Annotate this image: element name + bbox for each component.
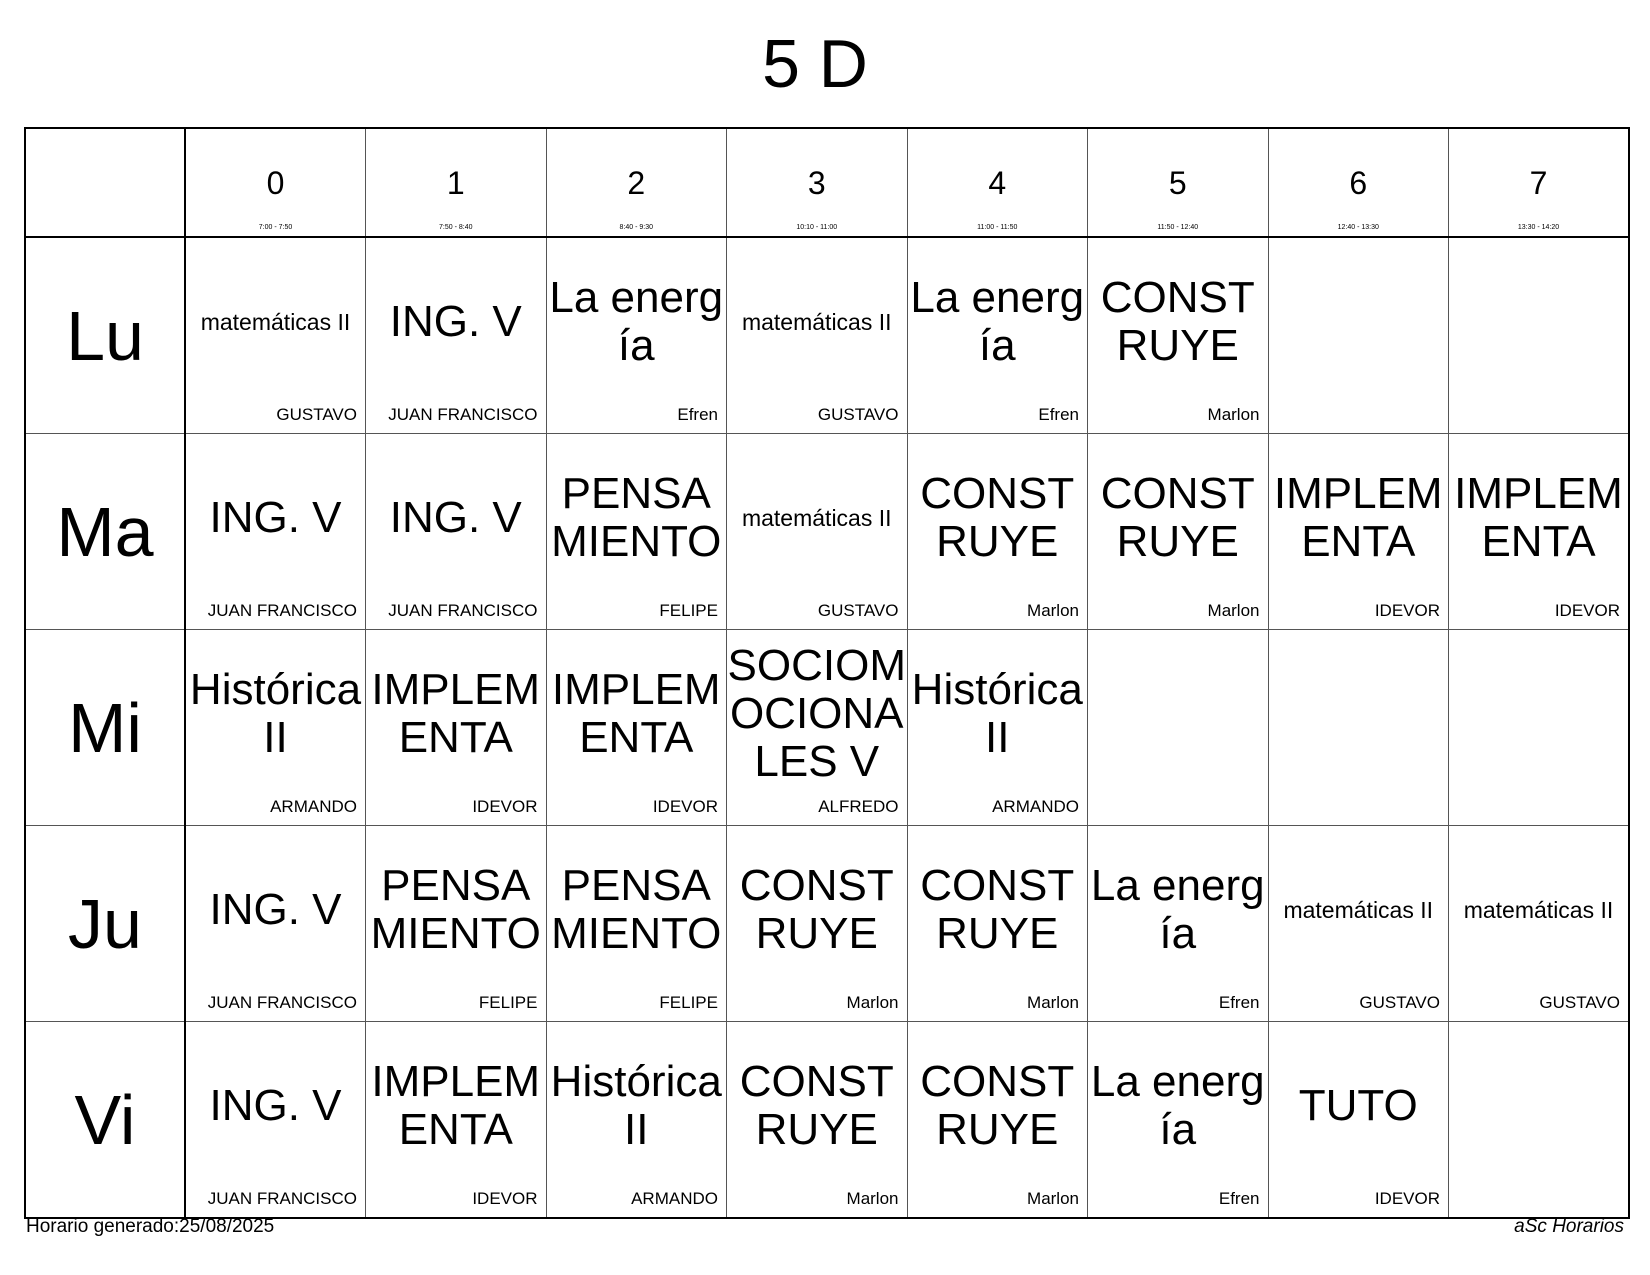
period-header-cell — [907, 128, 1088, 237]
lesson-subject-box — [547, 1022, 727, 1189]
lesson-subject-box — [547, 630, 727, 797]
lesson-cell — [546, 826, 727, 1022]
lesson-cell — [366, 630, 547, 826]
lesson-cell — [727, 237, 908, 434]
lesson-subject: La energía — [1090, 860, 1265, 958]
lesson-subject: SOCIOMOCIONALES V — [727, 640, 906, 786]
lesson-teacher: JUAN FRANCISCO — [207, 1189, 357, 1208]
lesson-cell — [727, 1022, 908, 1219]
lesson-teacher: ARMANDO — [992, 797, 1079, 816]
lesson-subject: ING. V — [389, 296, 522, 346]
lesson-teacher: JUAN FRANCISCO — [207, 993, 357, 1012]
period-time: 12:40 - 13:30 — [1337, 224, 1379, 231]
empty-lesson-cell — [1449, 237, 1630, 434]
lesson-subject-box — [727, 238, 907, 405]
lesson-cell — [1268, 434, 1449, 630]
lesson-teacher: GUSTAVO — [1539, 993, 1620, 1012]
empty-lesson-cell — [1268, 237, 1449, 434]
lesson-subject: IMPLEMENTA — [551, 664, 721, 762]
lesson-subject-box — [186, 238, 365, 405]
period-time: 11:00 - 11:50 — [977, 224, 1018, 231]
lesson-cell — [366, 826, 547, 1022]
day-label: Lu — [25, 237, 185, 434]
lesson-subject-box — [1269, 434, 1449, 601]
lesson-subject: matemáticas II — [1463, 896, 1614, 923]
lesson-cell — [907, 434, 1088, 630]
lesson-subject-box — [1088, 826, 1268, 993]
lesson-subject: CONSTRUYE — [739, 860, 894, 958]
lesson-subject: PENSAMIENTO — [551, 860, 722, 958]
day-row — [25, 237, 1629, 434]
lesson-cell — [727, 434, 908, 630]
lesson-subject: Histórica II — [550, 1056, 722, 1154]
generated-date: Horario generado:25/08/2025 — [26, 1216, 275, 1237]
lesson-subject-box — [908, 434, 1088, 601]
day-row — [25, 826, 1629, 1022]
lesson-cell — [1088, 826, 1269, 1022]
lesson-subject-box — [366, 1022, 546, 1189]
day-label: Vi — [25, 1022, 185, 1219]
lesson-subject-box — [727, 434, 907, 601]
lesson-subject: CONSTRUYE — [920, 1056, 1075, 1154]
lesson-teacher: GUSTAVO — [1359, 993, 1440, 1012]
lesson-subject: IMPLEMENTA — [371, 1056, 541, 1154]
period-header-cell — [1268, 128, 1449, 237]
lesson-teacher: ARMANDO — [270, 797, 357, 816]
timetable-title: 5 D — [762, 26, 868, 102]
lesson-subject-box — [186, 826, 365, 993]
period-header-cell — [1449, 128, 1630, 237]
lesson-cell — [546, 237, 727, 434]
lesson-subject-box — [366, 630, 546, 797]
lesson-subject-box — [547, 826, 727, 993]
lesson-teacher: Marlon — [846, 993, 899, 1012]
period-time: 13:30 - 14:20 — [1517, 224, 1560, 231]
period-number: 6 — [1349, 165, 1368, 201]
lesson-cell — [1449, 434, 1630, 630]
lesson-teacher: Marlon — [1207, 405, 1260, 424]
lesson-cell — [185, 434, 366, 630]
lesson-cell — [727, 826, 908, 1022]
lesson-cell — [366, 237, 547, 434]
lesson-subject: CONSTRUYE — [920, 860, 1075, 958]
period-header-row — [25, 128, 1629, 237]
lesson-teacher: Marlon — [1027, 601, 1079, 620]
empty-lesson-cell — [1268, 630, 1449, 826]
lesson-subject-box — [908, 238, 1088, 405]
brand-label: aSc Horarios — [1514, 1216, 1624, 1237]
period-number: 2 — [627, 165, 646, 201]
empty-lesson-cell — [1449, 630, 1630, 826]
lesson-teacher: ALFREDO — [818, 797, 899, 816]
period-time: 8:40 - 9:30 — [619, 224, 653, 231]
lesson-subject-box — [727, 826, 907, 993]
lesson-subject-box — [366, 434, 546, 601]
lesson-cell — [1088, 1022, 1269, 1219]
lesson-subject-box — [366, 826, 546, 993]
lesson-teacher: GUSTAVO — [276, 405, 357, 424]
period-number: 5 — [1168, 165, 1187, 201]
lesson-teacher: IDEVOR — [1374, 1189, 1440, 1208]
period-time: 10:10 - 11:00 — [796, 224, 838, 231]
lesson-subject: ING. V — [209, 884, 342, 934]
lesson-subject: CONSTRUYE — [1100, 272, 1255, 370]
lesson-teacher: JUAN FRANCISCO — [207, 601, 357, 620]
lesson-teacher: Efren — [1218, 1189, 1260, 1208]
lesson-cell — [907, 826, 1088, 1022]
lesson-cell — [907, 237, 1088, 434]
day-row — [25, 630, 1629, 826]
lesson-cell — [1268, 1022, 1449, 1219]
lesson-subject: IMPLEMENTA — [371, 664, 541, 762]
lesson-subject-box — [547, 434, 727, 601]
period-time: 11:50 - 12:40 — [1157, 224, 1199, 231]
period-header-cell — [546, 128, 727, 237]
lesson-cell — [366, 1022, 547, 1219]
period-number: 3 — [807, 165, 826, 201]
lesson-teacher: Marlon — [846, 1189, 899, 1208]
day-row — [25, 1022, 1629, 1219]
lesson-subject: matemáticas II — [1283, 896, 1434, 923]
lesson-cell — [1449, 826, 1630, 1022]
lesson-teacher: Efren — [677, 405, 718, 424]
lesson-cell — [546, 630, 727, 826]
header-corner-cell — [25, 128, 185, 237]
lesson-subject-box — [727, 630, 907, 797]
day-label: Ju — [25, 826, 185, 1022]
lesson-cell — [907, 1022, 1088, 1219]
period-header-cell — [727, 128, 908, 237]
lesson-subject-box — [186, 434, 365, 601]
lesson-teacher: Efren — [1038, 405, 1079, 424]
lesson-cell — [1268, 826, 1449, 1022]
lesson-subject-box — [1269, 826, 1449, 993]
lesson-cell — [1088, 434, 1269, 630]
lesson-teacher: FELIPE — [478, 993, 538, 1012]
lesson-subject-box — [366, 238, 546, 405]
lesson-teacher: GUSTAVO — [817, 405, 899, 424]
lesson-subject: La energía — [910, 272, 1085, 370]
lesson-subject: ING. V — [209, 1080, 342, 1130]
lesson-teacher: FELIPE — [659, 993, 718, 1012]
lesson-subject: La energía — [1090, 1056, 1265, 1154]
lesson-cell — [185, 1022, 366, 1219]
lesson-cell — [185, 630, 366, 826]
period-header-cell — [366, 128, 547, 237]
lesson-subject: IMPLEMENTA — [1454, 468, 1623, 566]
lesson-teacher: JUAN FRANCISCO — [388, 601, 538, 620]
lesson-teacher: GUSTAVO — [817, 601, 899, 620]
period-number: 7 — [1529, 165, 1548, 201]
lesson-cell — [185, 237, 366, 434]
lesson-subject-box — [1088, 1022, 1268, 1189]
lesson-cell — [1088, 237, 1269, 434]
lesson-subject: matemáticas II — [741, 504, 892, 531]
lesson-subject-box — [186, 630, 365, 797]
lesson-subject-box — [908, 1022, 1088, 1189]
lesson-subject: ING. V — [389, 492, 522, 542]
lesson-teacher: Marlon — [1027, 993, 1079, 1012]
lesson-subject-box — [908, 826, 1088, 993]
period-time: 7:00 - 7:50 — [258, 224, 293, 231]
lesson-subject: Histórica II — [189, 664, 362, 762]
lesson-teacher: Marlon — [1207, 601, 1260, 620]
lesson-subject: CONSTRUYE — [920, 468, 1075, 566]
lesson-subject: CONSTRUYE — [739, 1056, 894, 1154]
lesson-cell — [546, 434, 727, 630]
lesson-subject-box — [186, 1022, 365, 1189]
period-number: 4 — [988, 165, 1007, 201]
lesson-teacher: FELIPE — [659, 601, 718, 620]
lesson-subject-box — [1088, 434, 1268, 601]
empty-lesson-cell — [1088, 630, 1269, 826]
lesson-subject: La energía — [549, 272, 724, 370]
lesson-cell — [546, 1022, 727, 1219]
day-row — [25, 434, 1629, 630]
period-header-cell — [185, 128, 366, 237]
timetable-grid — [24, 127, 1630, 1219]
period-header-cell — [1088, 128, 1269, 237]
lesson-subject: ING. V — [209, 492, 342, 542]
lesson-subject: PENSAMIENTO — [370, 860, 541, 958]
lesson-subject: CONSTRUYE — [1100, 468, 1255, 566]
lesson-teacher: IDEVOR — [1374, 601, 1440, 620]
lesson-subject: Histórica II — [911, 664, 1083, 762]
lesson-cell — [366, 434, 547, 630]
period-number: 0 — [266, 165, 285, 201]
lesson-teacher: IDEVOR — [1554, 601, 1620, 620]
lesson-subject: TUTO — [1298, 1080, 1418, 1130]
lesson-subject-box — [727, 1022, 907, 1189]
lesson-teacher: IDEVOR — [472, 1189, 538, 1208]
lesson-subject-box — [547, 238, 727, 405]
lesson-subject-box — [1269, 1022, 1449, 1189]
day-label: Ma — [25, 434, 185, 630]
day-label: Mi — [25, 630, 185, 826]
lesson-subject-box — [1449, 434, 1628, 601]
lesson-cell — [907, 630, 1088, 826]
lesson-subject-box — [908, 630, 1088, 797]
lesson-subject: matemáticas II — [741, 308, 892, 335]
lesson-teacher: ARMANDO — [631, 1189, 718, 1208]
lesson-subject: IMPLEMENTA — [1273, 468, 1443, 566]
empty-lesson-cell — [1449, 1022, 1630, 1219]
lesson-subject-box — [1449, 826, 1628, 993]
lesson-cell — [185, 826, 366, 1022]
lesson-subject-box — [1088, 238, 1268, 405]
lesson-cell — [727, 630, 908, 826]
period-time: 7:50 - 8:40 — [439, 224, 473, 231]
lesson-teacher: Efren — [1218, 993, 1260, 1012]
period-number: 1 — [446, 165, 465, 201]
lesson-subject: PENSAMIENTO — [551, 468, 722, 566]
lesson-teacher: IDEVOR — [472, 797, 538, 816]
lesson-teacher: Marlon — [1027, 1189, 1079, 1208]
lesson-subject: matemáticas II — [200, 308, 351, 335]
lesson-teacher: JUAN FRANCISCO — [388, 405, 538, 424]
lesson-teacher: IDEVOR — [652, 797, 718, 816]
